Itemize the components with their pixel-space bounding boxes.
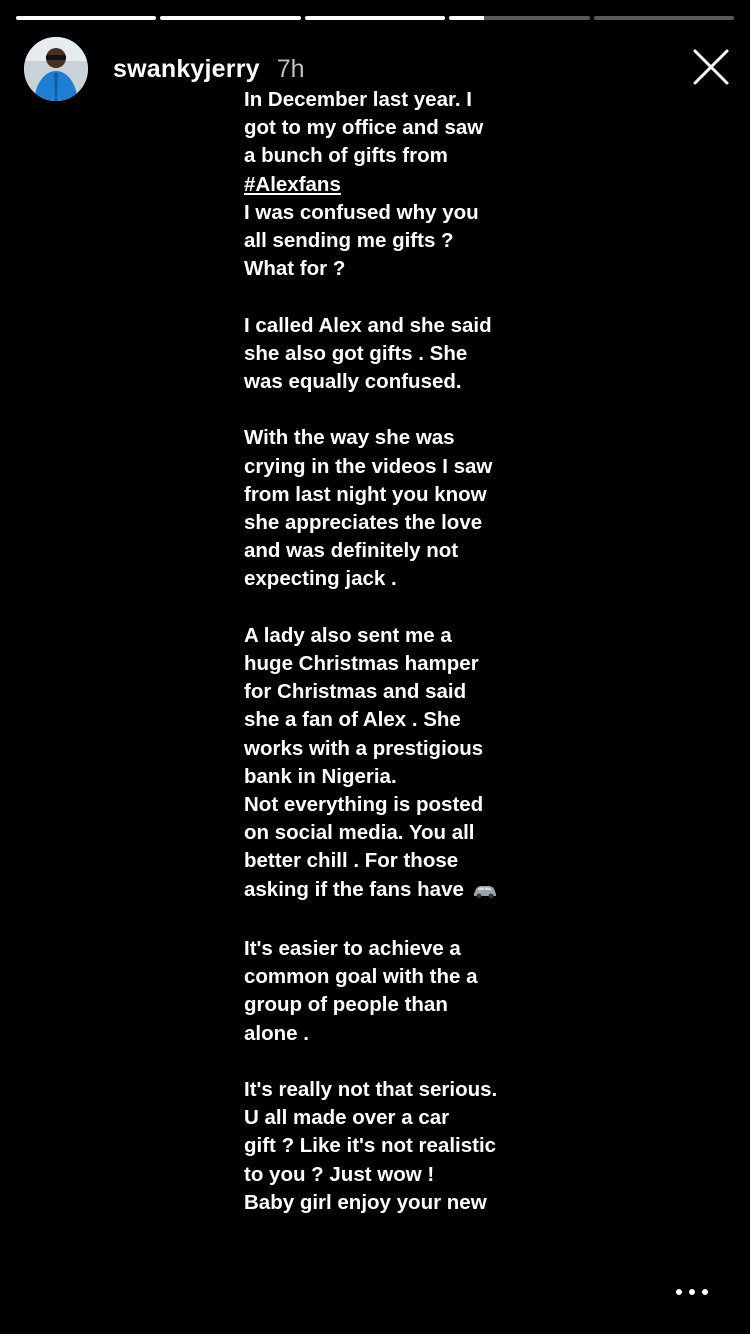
more-options-icon-dot — [689, 1289, 695, 1295]
progress-segment-2 — [160, 16, 300, 20]
username[interactable]: swankyjerry — [113, 54, 260, 83]
caption-line: What for ? — [244, 257, 346, 281]
hashtag-link[interactable]: #Alexfans — [244, 172, 341, 196]
caption-line-with-emoji — [244, 876, 544, 907]
caption-line — [244, 396, 544, 424]
more-options-icon-dot — [676, 1289, 682, 1295]
caption-line: she a fan of Alex . She — [244, 708, 461, 732]
more-options-icon-dot — [702, 1289, 708, 1295]
more-options-button[interactable] — [676, 1286, 708, 1298]
avatar[interactable] — [24, 37, 88, 101]
story-progress-bar — [16, 16, 734, 20]
progress-segment-5 — [594, 16, 734, 20]
caption-line: I called Alex and she said — [244, 313, 492, 337]
close-button[interactable] — [692, 48, 730, 86]
caption-line: group of people than — [244, 993, 448, 1017]
story-caption — [244, 86, 544, 1217]
caption-line-text: asking if the fans have — [244, 877, 464, 901]
progress-fill-2 — [160, 16, 300, 20]
caption-line: to you ? Just wow ! — [244, 1162, 435, 1186]
caption-line: I was confused why you — [244, 200, 479, 224]
progress-fill-1 — [16, 16, 156, 20]
caption-line: huge Christmas hamper — [244, 652, 479, 676]
caption-line: and was definitely not — [244, 539, 459, 563]
car-icon — [472, 879, 498, 907]
progress-fill-4 — [449, 16, 484, 20]
caption-line: on social media. You all — [244, 821, 475, 845]
caption-line: common goal with the a — [244, 965, 478, 989]
caption-hashtag-line — [244, 171, 544, 199]
caption-line: A lady also sent me a — [244, 623, 452, 647]
post-timestamp: 7h — [276, 54, 305, 83]
caption-line — [244, 1048, 544, 1076]
caption-line — [244, 907, 544, 935]
caption-line: Baby girl enjoy your new — [244, 1190, 487, 1214]
progress-fill-3 — [305, 16, 445, 20]
caption-line: for Christmas and said — [244, 680, 467, 704]
caption-line: U all made over a car — [244, 1106, 450, 1130]
caption-line: In December last year. I — [244, 88, 472, 111]
caption-line: gift ? Like it's not realistic — [244, 1134, 497, 1158]
caption-line: crying in the videos I saw — [244, 454, 493, 478]
caption-line: alone . — [244, 1021, 309, 1045]
caption-line: a bunch of gifts from — [244, 144, 448, 168]
profile-photo-icon — [24, 37, 88, 101]
caption-line: It's easier to achieve a — [244, 937, 461, 961]
caption-line: she appreciates the love — [244, 511, 483, 535]
caption-line: all sending me gifts ? — [244, 229, 454, 253]
caption-line: better chill . For those — [244, 849, 459, 873]
caption-line — [244, 283, 544, 311]
caption-line: from last night you know — [244, 482, 487, 506]
progress-segment-4 — [449, 16, 589, 20]
caption-line: works with a prestigious — [244, 736, 484, 760]
progress-segment-1 — [16, 16, 156, 20]
caption-line: With the way she was — [244, 426, 455, 450]
caption-line: It's really not that serious. — [244, 1078, 498, 1102]
progress-segment-3 — [305, 16, 445, 20]
close-icon — [693, 49, 729, 85]
caption-line: expecting jack . — [244, 567, 397, 591]
caption-line: she also got gifts . She — [244, 341, 468, 365]
caption-line: got to my office and saw — [244, 116, 484, 140]
caption-line: Not everything is posted — [244, 793, 484, 817]
caption-line: was equally confused. — [244, 370, 462, 394]
caption-line — [244, 594, 544, 622]
caption-line: bank in Nigeria. — [244, 764, 397, 788]
